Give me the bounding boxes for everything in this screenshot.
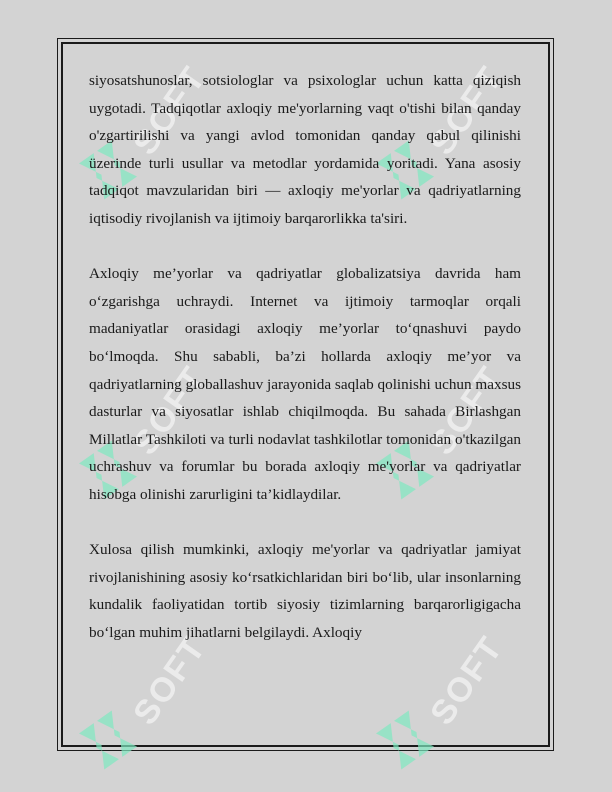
watermark-text: SOFT — [423, 59, 511, 162]
paragraph: Xulosa qilish mumkinki, axloqiy me'yorlar va qadriyatlar jamiyat rivojlanishining asosiy ko‘rsatkichlaridan biri bo‘lib, ular insonlarning kundalik faoliyatidan tortib siyosiy tizimlarning barqarorligigacha bo‘lgan muhim jihatlarni belgilaydi. Axloqiy — [89, 541, 521, 641]
watermark-text: SOFT — [423, 359, 511, 462]
watermark-text: SOFT — [126, 629, 214, 732]
watermark-text: SOFT — [126, 59, 214, 162]
paragraph: Axloqiy me’yorlar va qadriyatlar globalizatsiya davrida ham o‘zgarishga uchraydi. Internet va ijtimoiy tarmoqlar orqali madaniyatlar orasidagi axloqiy me’yorlar to‘qnashuvi paydo bo‘lmoqda. Shu sababli, ba’zi hollarda axloqiy me’yor va qadriyatlarning globallashuv jarayonida saqlab qolinishi uchun maxsus dasturlar va siyosatlar ishlab chiqilmoqda. Bu sahada Birlashgan Millatlar Tashkiloti va turli nodavlat tashkilotlar tomonidan o'tkazilgan uchrashuv va forumlar bu borada axloqiy me'yorlar va qadriyatlar hisobga olinishi zarurligini ta’kidlaydilar. — [89, 265, 521, 503]
watermark-text: SOFT — [423, 629, 511, 732]
watermark-text: SOFT — [126, 359, 214, 462]
document-body — [89, 67, 521, 646]
paragraph: siyosatshunoslar, sotsiologlar va psixologlar uchun katta qiziqish uygotadi. Tadqiqotlar axloqiy me'yorlarning vaqt o'tishi bilan qanday o'zgartirilishi va yangi avlod tomonidan qanday qabul qilinishi üzerinde turli usullar va metodlar yordamida yoritadi. Yana asosiy tadqiqot mavzularidan biri — axloqiy me'yorlar va qadriyatlarning iqtisodiy rivojlanish va ijtimoiy barqarorlikka ta'siri. — [89, 72, 521, 227]
